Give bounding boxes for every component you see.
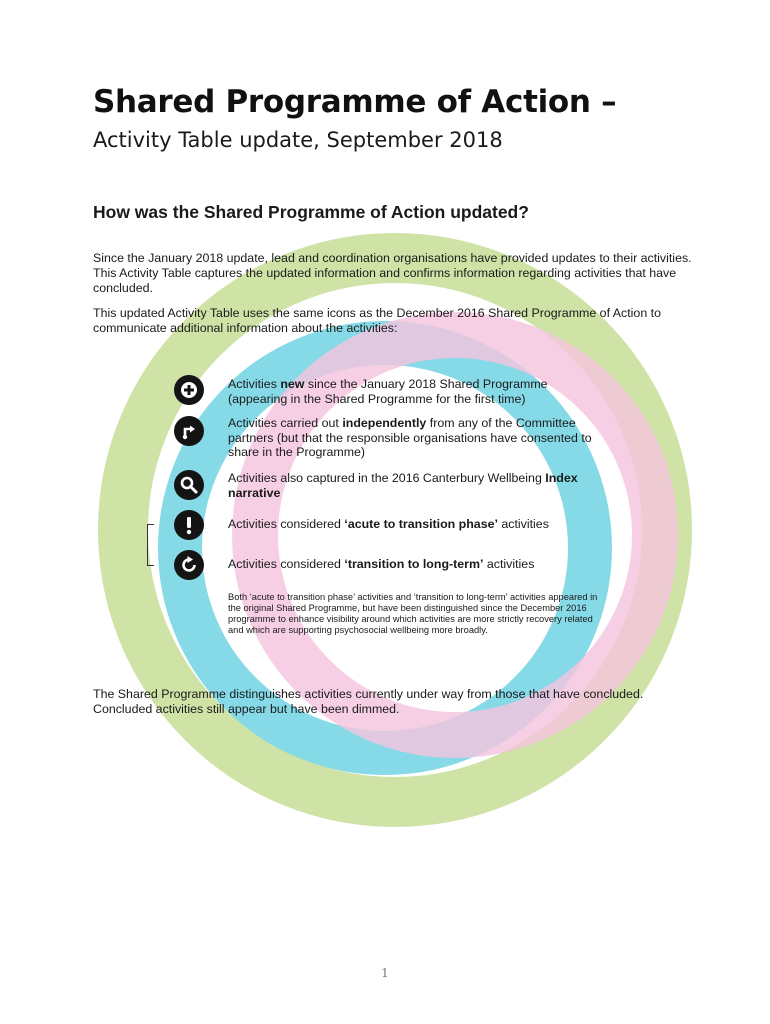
legend-item-new	[174, 375, 594, 406]
phase-bracket	[147, 524, 154, 566]
legend-text: Activities carried out independently from any of the Committee partners (but that the responsible organisations have consented to share in the Programme)	[228, 416, 592, 459]
legend-text: Activities new since the January 2018 Shared Programme (appearing in the Shared Programme for the first time)	[228, 377, 548, 406]
legend-text: Activities also captured in the 2016 Canterbury Wellbeing Index narrative	[228, 471, 578, 500]
legend-item-long-term	[174, 550, 594, 580]
legend-text: Activities considered ‘transition to long-term’ activities	[228, 557, 535, 571]
page-number: 1	[381, 966, 389, 980]
magnifier-icon	[174, 470, 204, 500]
concluded-paragraph: The Shared Programme distinguishes activities currently under way from those that have concluded. Concluded activities still appear but have been dimmed.	[93, 687, 644, 716]
branch-arrow-icon	[174, 416, 204, 446]
plus-icon	[174, 375, 204, 405]
icons-intro-paragraph: This updated Activity Table uses the same icons as the December 2016 Shared Programme of Action to communicate additional information about the activities:	[93, 306, 661, 335]
cycle-arrow-icon	[174, 550, 204, 580]
legend-item-acute-phase	[174, 510, 594, 540]
legend-item-wellbeing-index	[174, 470, 594, 500]
page-subtitle: Activity Table update, September 2018	[93, 128, 503, 152]
exclamation-icon	[174, 510, 204, 540]
intro-paragraph: Since the January 2018 update, lead and coordination organisations have provided updates to their activities. This Activity Table captures the updated information and confirms information regarding activities that have concluded.	[93, 251, 692, 295]
page-title: Shared Programme of Action –	[93, 84, 617, 120]
phase-note: Both ‘acute to transition phase’ activities and ‘transition to long-term’ activities appeared in the original Shared Programme, but have been distinguished since the December 2016 programme to enhance visibility around which activities are more strictly recovery related and which are supporting psychosocial wellbeing more broadly.	[228, 592, 598, 635]
legend-text: Activities considered ‘acute to transition phase’ activities	[228, 517, 549, 531]
legend-item-independent	[174, 416, 594, 460]
section-heading: How was the Shared Programme of Action updated?	[93, 202, 529, 222]
